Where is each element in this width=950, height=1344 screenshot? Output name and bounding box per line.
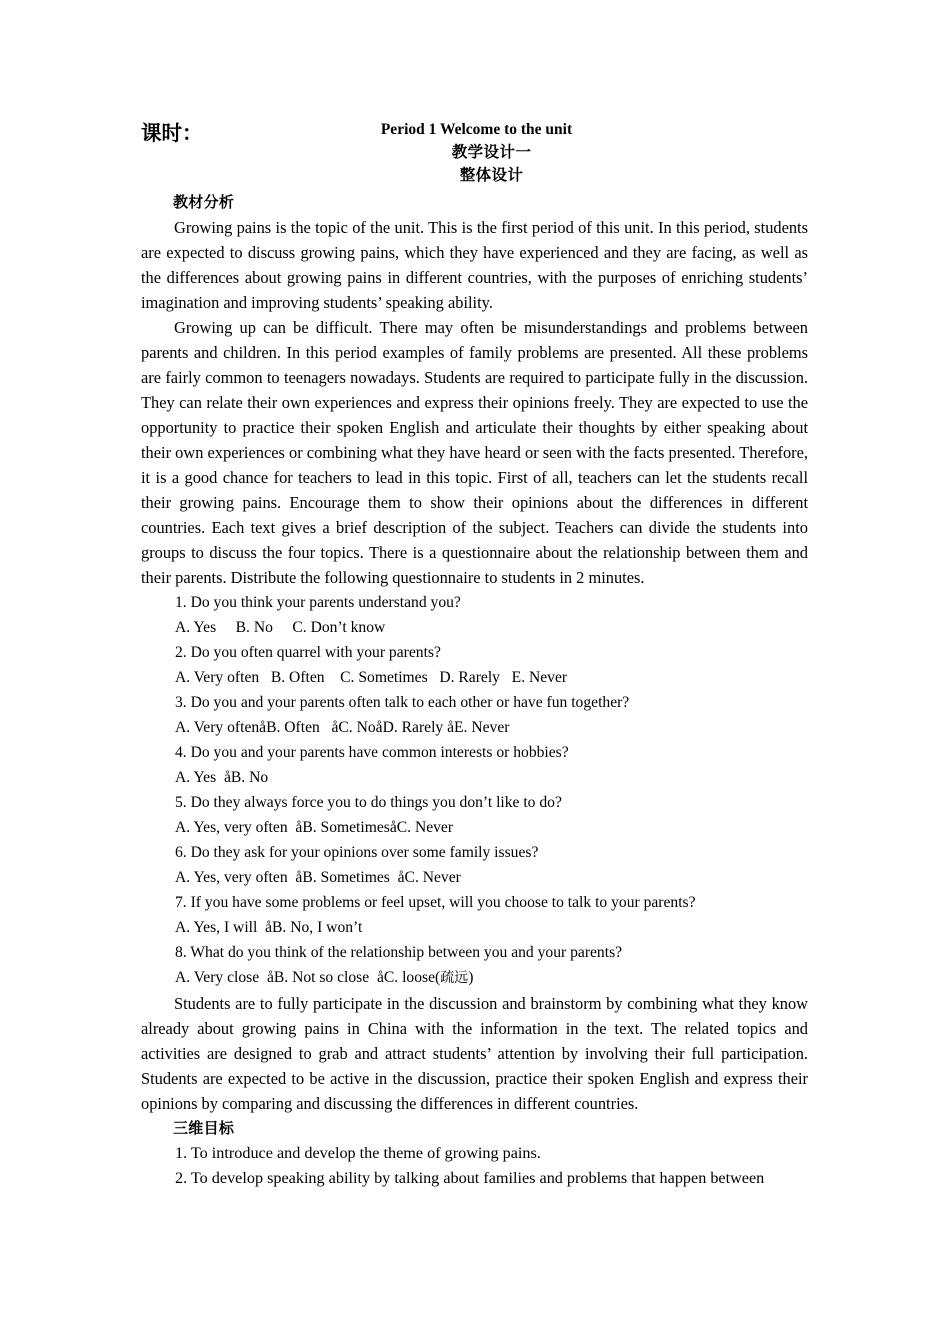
questionnaire-options: A. Yes, I will åB. No, I won’t [175,919,363,936]
course-label: 课时： [141,121,203,145]
heading-three-dimensional-goals: 三维目标 [173,1119,235,1137]
document-content [141,118,808,1191]
goal-item: 1. To introduce and develop the theme of growing pains. [175,1144,541,1162]
questionnaire-question: 6. Do they ask for your opinions over some family issues? [175,844,539,861]
paragraph-3: Students are to fully participate in the discussion and brainstorm by combining what they know already about growing pains in China with the information in the text. The related topics and activities are designed to grab and attract students’ attention by involving their full participation. Students are expected to be active in the discussion, practice their spoken English and express their opinions by comparing and discussing the differences in different countries. [141,994,808,1113]
questionnaire-question: 8. What do you think of the relationship between you and your parents? [175,944,623,961]
questionnaire-question: 5. Do they always force you to do things you don’t like to do? [175,794,562,811]
page-title: Period 1 Welcome to the unit [380,121,573,138]
options-prefix: A. Very close åB. Not so close åC. loose( [175,969,441,986]
paragraph-1: Growing pains is the topic of the unit. This is the first period of this unit. In this period, students are expected to discuss growing pains, which they have experienced and they are facing, as well as the differences about growing pains in different countries, with the purposes of enriching students’ imagination and improving students’ speaking ability. [141,218,808,312]
subtitle-overall-design: 整体设计 [459,166,524,184]
questionnaire-question: 3. Do you and your parents often talk to each other or have fun together? [175,694,630,711]
heading-textbook-analysis: 教材分析 [173,193,235,211]
goal-item: 2. To develop speaking ability by talking about families and problems that happen between [175,1169,765,1187]
questionnaire-options: A. Yes B. No C. Don’t know [175,619,386,636]
questionnaire-options [141,965,808,991]
questionnaire [141,590,808,991]
title-block [141,118,808,187]
subtitle-teaching-design: 教学设计一 [451,143,532,161]
paragraph-2: Growing up can be difficult. There may often be misunderstandings and problems between parents and children. In this period examples of family problems are presented. All these problems are fairly common to teenagers nowadays. Students are required to participate fully in the discussion. They can relate their own experiences and express their opinions freely. They are expected to use the opportunity to practice their spoken English and articulate their thoughts by either speaking about their own experiences or combining what they have heard or seen with the facts presented. Therefore, it is a good chance for teachers to lead in this topic. First of all, teachers can let the students recall their growing pains. Encourage them to show their opinions about the differences in different countries. Each text gives a brief description of the subject. Teachers can divide the students into groups to discuss the four topics. There is a questionnaire about the relationship between them and their parents. Distribute the following questionnaire to students in 2 minutes. [141,318,808,587]
questionnaire-question: 2. Do you often quarrel with your parents? [175,644,441,661]
questionnaire-question: 4. Do you and your parents have common interests or hobbies? [175,744,569,761]
questionnaire-options: A. Very often B. Often C. Sometimes D. Rarely E. Never [175,669,568,686]
questionnaire-options: A. Very oftenåB. Often åC. NoåD. Rarely åE. Never [175,719,510,736]
questionnaire-options: A. Yes åB. No [175,769,269,786]
questionnaire-options: A. Yes, very often åB. Sometimes åC. Never [175,869,461,886]
questionnaire-question: 7. If you have some problems or feel upset, will you choose to talk to your parents? [175,894,696,911]
questionnaire-question: 1. Do you think your parents understand you? [175,594,461,611]
questionnaire-options: A. Yes, very often åB. SometimesåC. Never [175,819,454,836]
document-header [141,118,808,190]
options-suffix: ) [468,969,474,986]
options-gloss-cjk: 疏远 [440,970,469,986]
